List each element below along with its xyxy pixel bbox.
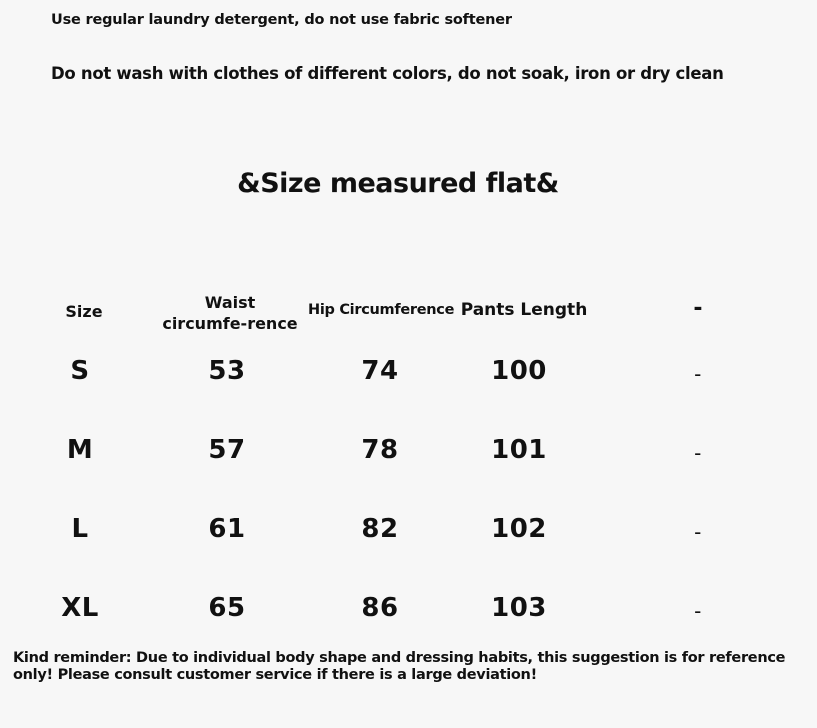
cell-waist: 65 (208, 593, 246, 623)
cell-pants-length: 100 (491, 356, 547, 386)
cell-size: XL (61, 593, 99, 623)
cell-hip: 74 (361, 356, 399, 386)
care-instruction-washing: Do not wash with clothes of different colors, do not soak, iron or dry clean (51, 64, 724, 83)
cell-pants-length: 101 (491, 435, 547, 465)
cell-extra: - (694, 362, 702, 386)
kind-reminder-note: Kind reminder: Due to individual body shape and dressing habits, this suggestion is for reference only! Please consult customer service if there is a large deviation! (13, 650, 786, 683)
cell-hip: 86 (361, 593, 399, 623)
cell-waist: 53 (208, 356, 246, 386)
size-section-title: &Size measured flat& (237, 168, 559, 199)
cell-extra: - (694, 599, 702, 623)
cell-pants-length: 102 (491, 514, 547, 544)
cell-waist: 57 (208, 435, 246, 465)
cell-pants-length: 103 (491, 593, 547, 623)
header-hip: Hip Circumference (308, 302, 455, 318)
header-waist: Waist circumfe-rence (162, 293, 298, 333)
header-pants-length: Pants Length (460, 300, 588, 320)
header-extra: - (693, 296, 703, 321)
cell-extra: - (694, 520, 702, 544)
cell-waist: 61 (208, 514, 246, 544)
cell-hip: 82 (361, 514, 399, 544)
header-size: Size (65, 302, 103, 321)
cell-size: S (70, 356, 90, 386)
care-instruction-detergent: Use regular laundry detergent, do not use fabric softener (51, 12, 512, 28)
cell-extra: - (694, 441, 702, 465)
cell-size: M (66, 435, 94, 465)
cell-size: L (71, 514, 89, 544)
cell-hip: 78 (361, 435, 399, 465)
